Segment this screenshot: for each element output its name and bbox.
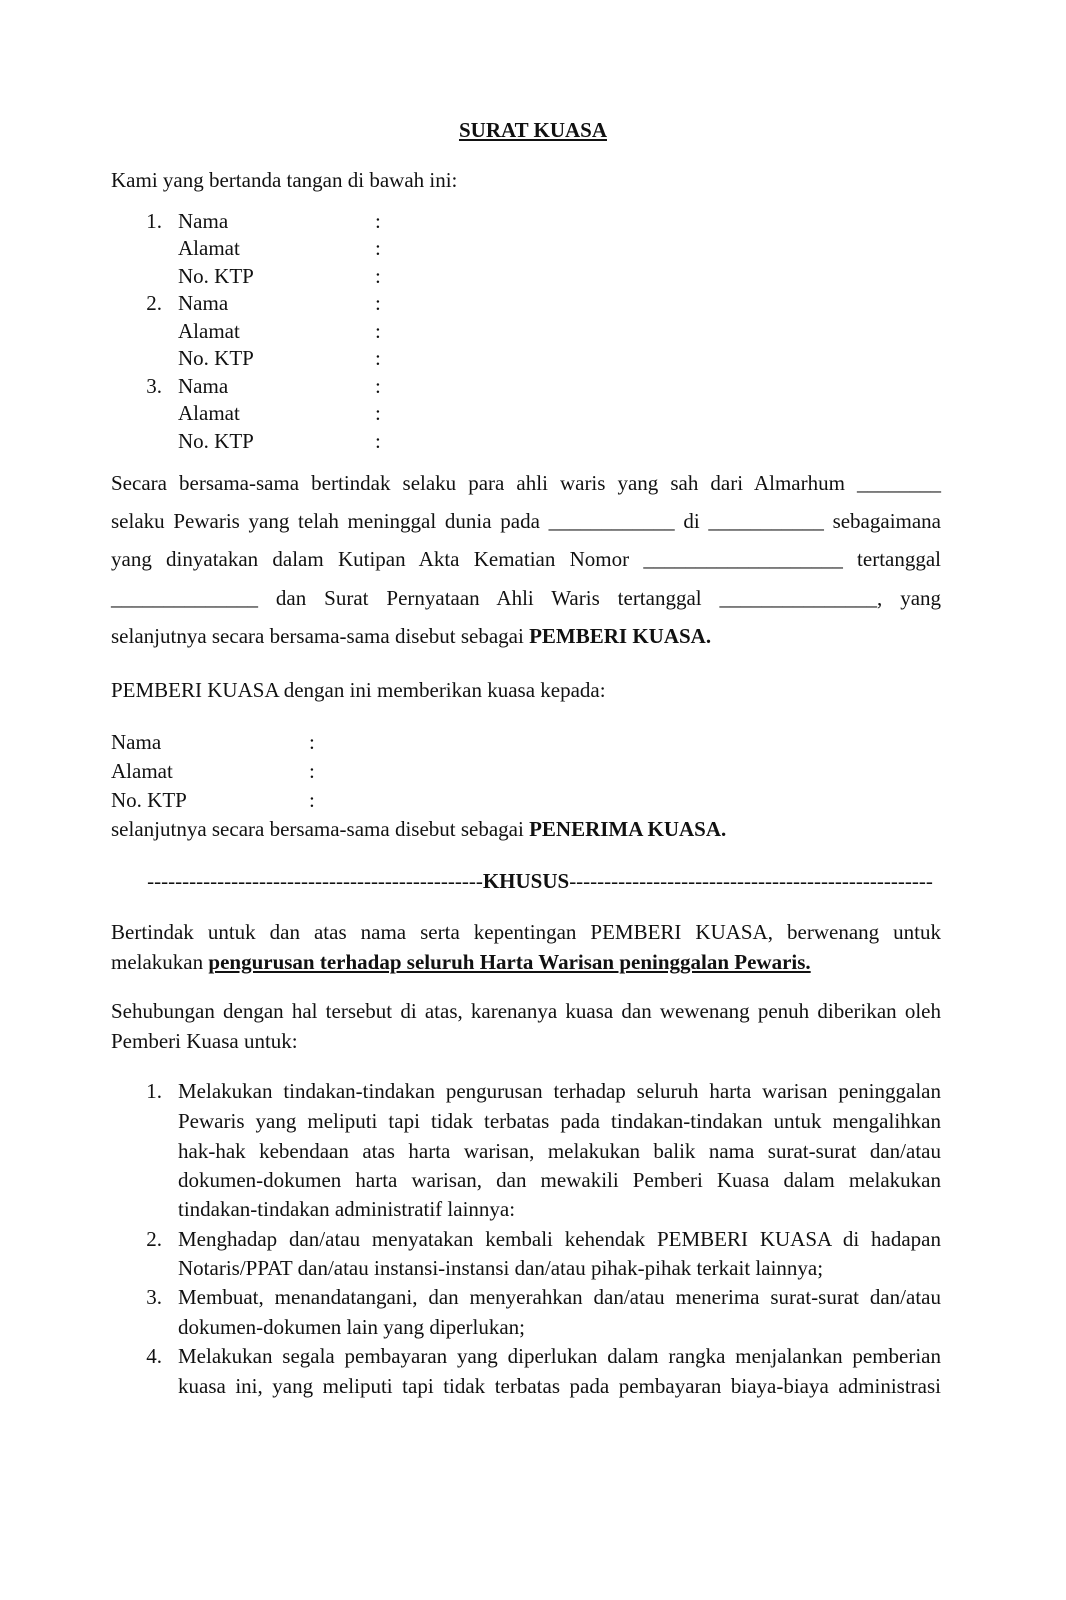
- address-label: Alamat: [111, 759, 173, 783]
- paragraph-line: selanjutnya secara bersama-sama disebut sebagai PEMBERI KUASA.: [111, 624, 712, 648]
- colon: :: [309, 730, 315, 754]
- receiver-end-line: selanjutnya secara bersama-sama disebut sebagai PENERIMA KUASA.: [111, 817, 727, 841]
- paragraph-line: selaku Pewaris yang telah meninggal dunia pada ____________ di ___________ sebagaimana: [111, 509, 942, 533]
- divider-dashes-left: ------------------------------------------------: [147, 871, 483, 892]
- colon: :: [375, 291, 381, 315]
- divider-word: KHUSUS: [482, 871, 570, 892]
- paragraph-line: Bertindak untuk dan atas nama serta kepentingan PEMBERI KUASA, berwenang untuk: [111, 920, 941, 944]
- address-label: Alamat: [178, 319, 240, 343]
- list-line: kuasa ini, yang meliputi tapi tidak terbatas pada pembayaran biaya-biaya administrasi: [178, 1374, 941, 1398]
- list-line: Membuat, menandatangani, dan menyerahkan dan/atau menerima surat-surat dan/atau: [178, 1285, 941, 1309]
- colon: :: [375, 429, 381, 453]
- receiver-term: PENERIMA KUASA.: [529, 817, 727, 841]
- colon: :: [375, 346, 381, 370]
- list-line: Menghadap dan/atau menyatakan kembali kehendak PEMBERI KUASA di hadapan: [178, 1227, 941, 1251]
- ktp-label: No. KTP: [178, 346, 254, 370]
- colon: :: [375, 236, 381, 260]
- colon: :: [375, 264, 381, 288]
- list-line: dokumen-dokumen harta warisan, dan mewakili Pemberi Kuasa dalam melakukan: [178, 1168, 941, 1192]
- authority-scope: pengurusan terhadap seluruh Harta Warisan peninggalan Pewaris.: [208, 950, 811, 974]
- list-line: Notaris/PPAT dan/atau instansi-instansi dan/atau pihak-pihak terkait lainnya;: [178, 1256, 824, 1280]
- colon: :: [309, 759, 315, 783]
- giver-term: PEMBERI KUASA.: [529, 624, 712, 648]
- colon: :: [309, 788, 315, 812]
- name-label: Nama: [111, 730, 162, 754]
- paragraph-line: Pemberi Kuasa untuk:: [111, 1029, 298, 1053]
- paragraph-line: yang dinyatakan dalam Kutipan Akta Kematian Nomor ___________________ tertanggal: [111, 547, 942, 571]
- list-number: 1.: [146, 1079, 162, 1103]
- ktp-label: No. KTP: [111, 788, 187, 812]
- grant-line: PEMBERI KUASA dengan ini memberikan kuasa kepada:: [111, 678, 606, 702]
- address-label: Alamat: [178, 401, 240, 425]
- intro-text: Kami yang bertanda tangan di bawah ini:: [111, 168, 458, 192]
- list-line: dokumen-dokumen lain yang diperlukan;: [178, 1315, 526, 1339]
- list-line: tindakan-tindakan administratif lainnya:: [178, 1197, 516, 1221]
- page-title: SURAT KUASA: [458, 118, 607, 142]
- list-number: 3.: [146, 1285, 162, 1309]
- address-label: Alamat: [178, 236, 240, 260]
- khusus-divider: [111, 871, 941, 892]
- name-label: Nama: [178, 291, 229, 315]
- paragraph-line: melakukan pengurusan terhadap seluruh Harta Warisan peninggalan Pewaris.: [111, 950, 811, 974]
- divider-dashes-right: ----------------------------------------------------: [569, 871, 933, 892]
- giver-number: 3.: [146, 374, 162, 398]
- list-line: Pewaris yang meliputi tapi tidak terbatas pada tindakan-tindakan untuk mengalihkan: [178, 1109, 941, 1133]
- colon: :: [375, 374, 381, 398]
- giver-number: 1.: [146, 209, 162, 233]
- paragraph-line: Sehubungan dengan hal tersebut di atas, karenanya kuasa dan wewenang penuh diberikan oleh: [111, 999, 941, 1023]
- ktp-label: No. KTP: [178, 264, 254, 288]
- name-label: Nama: [178, 374, 229, 398]
- paragraph-line: Secara bersama-sama bertindak selaku para ahli waris yang sah dari Almarhum ________: [111, 471, 941, 495]
- colon: :: [375, 401, 381, 425]
- list-number: 4.: [146, 1344, 162, 1368]
- list-line: Melakukan segala pembayaran yang diperlukan dalam rangka menjalankan pemberian: [178, 1344, 941, 1368]
- giver-number: 2.: [146, 291, 162, 315]
- list-line: Melakukan tindakan-tindakan pengurusan terhadap seluruh harta warisan peninggalan: [178, 1079, 941, 1103]
- colon: :: [375, 319, 381, 343]
- paragraph-line: ______________ dan Surat Pernyataan Ahli Waris tertanggal _______________, yang: [111, 586, 942, 610]
- ktp-label: No. KTP: [178, 429, 254, 453]
- list-line: hak-hak kebendaan atas harta warisan, melakukan balik nama surat-surat dan/atau: [178, 1139, 941, 1163]
- colon: :: [375, 209, 381, 233]
- list-number: 2.: [146, 1227, 162, 1251]
- name-label: Nama: [178, 209, 229, 233]
